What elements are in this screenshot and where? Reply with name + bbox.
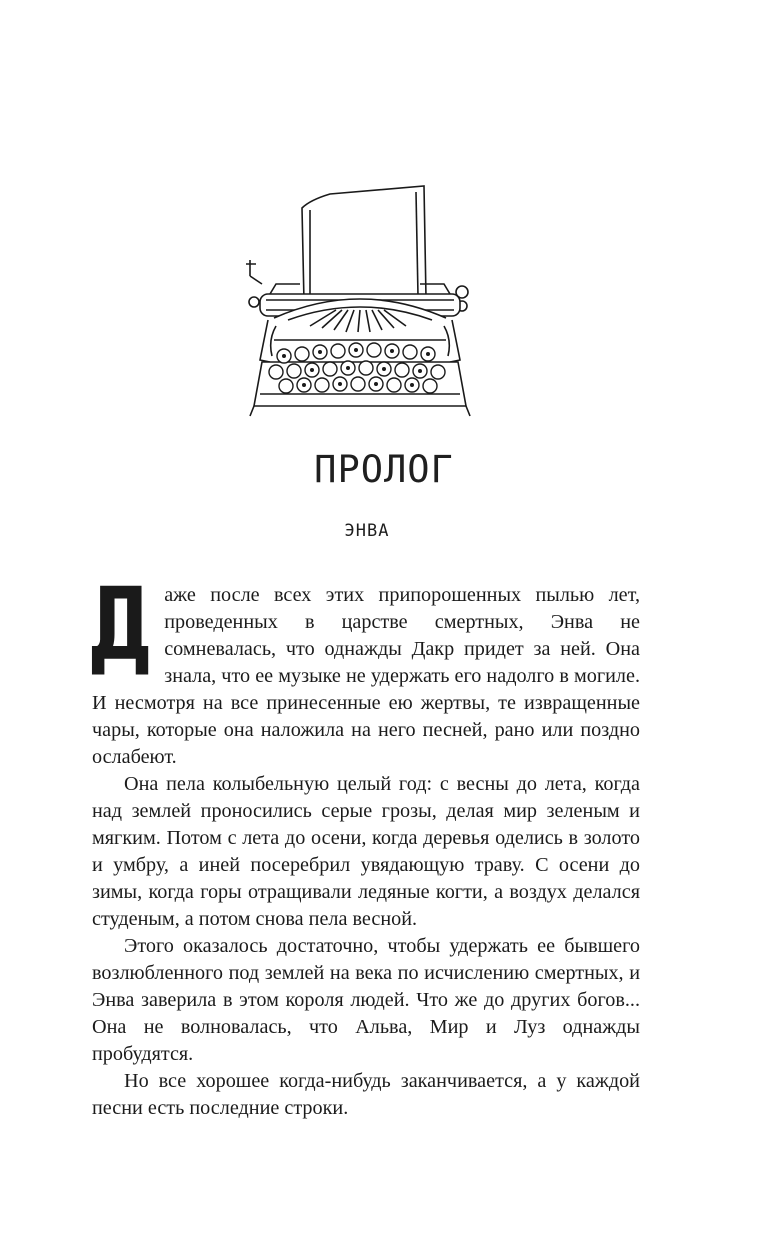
paragraph-4: Но все хорошее когда-нибудь заканчивается, а у каждой песни есть последние строки. bbox=[92, 1070, 640, 1119]
paragraph-2: Она пела колыбельную целый год: с весны до лета, когда над землей проносились серые грозы, делая мир зеленым и мягким. Потом с лета до осени, когда деревья оделись в золото и умбру, а иней посеребрил увядающую траву. С осени до зимы, когда горы отращивали ледяные когти, а воздух делался студеным, а потом снова пела весной. bbox=[92, 773, 640, 930]
typewriter-icon bbox=[240, 180, 480, 420]
drop-cap: Д bbox=[90, 566, 151, 683]
chapter-subtitle: ЭНВА bbox=[344, 521, 390, 541]
body-text bbox=[90, 566, 640, 1122]
typewriter-illustration bbox=[240, 180, 480, 420]
paragraph-1-text: аже после всех этих припорошенных пылью лет, проведенных в царстве смертных, Энва не сомневалась, что однажды Дакр придет за ней. Она знала, что ее музыке не удержать его надолго в могиле. И несмотря на все принесенные ею жертвы, те извращенные чары, которые она наложила на него песней, рано или поздно ослабеют. bbox=[92, 584, 640, 768]
paragraph-3: Этого оказалось достаточно, чтобы удержать ее бывшего возлюбленного под землей на века по исчислению смертных, и Энва заверила в этом короля людей. Что же до других богов... Она не волновалась, что Альва, Мир и Луз однажды пробудятся. bbox=[92, 935, 640, 1065]
chapter-title: ПРОЛОГ bbox=[314, 448, 454, 491]
paragraph-1 bbox=[90, 566, 640, 771]
